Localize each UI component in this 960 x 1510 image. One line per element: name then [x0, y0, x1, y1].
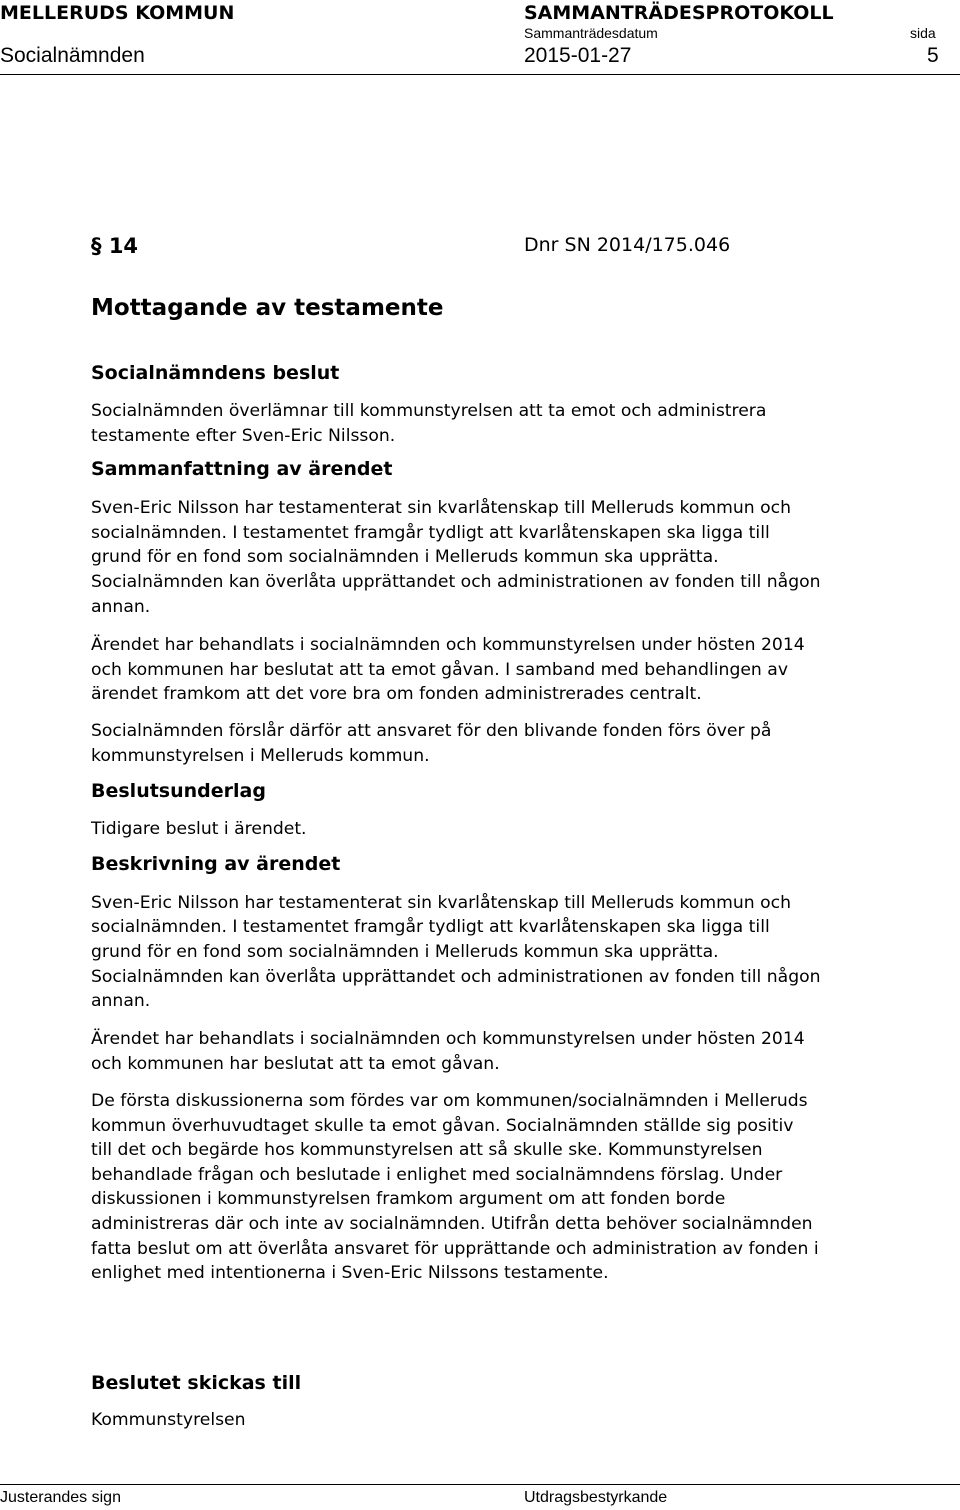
footer-divider [0, 1484, 960, 1485]
description-p1-line: grund för en fond som socialnämnden i Melleruds kommun ska upprätta. [91, 942, 719, 962]
description-p3-line: De första diskussionerna som fördes var om kommunen/socialnämnden i Melleruds [91, 1091, 808, 1111]
item-number: 14 [108, 234, 139, 258]
basis-line: Tidigare beslut i ärendet. [91, 819, 307, 839]
summary-p3-line: Socialnämnden förslår därför att ansvaret för den blivande fonden förs över på [91, 721, 772, 741]
summary-heading: Sammanfattning av ärendet [91, 458, 393, 480]
description-p3-line: kommun överhuvudtaget skulle ta emot gåvan. Socialnämnden ställde sig positiv [91, 1116, 794, 1136]
diary-number: Dnr SN 2014/175.046 [524, 234, 731, 256]
municipality-name: MELLERUDS KOMMUN [0, 2, 235, 24]
recipient: Kommunstyrelsen [91, 1410, 246, 1430]
header-divider [0, 74, 960, 75]
sent-to-heading: Beslutet skickas till [91, 1372, 302, 1394]
decision-line: Socialnämnden överlämnar till kommunstyrelsen att ta emot och administrera [91, 401, 767, 421]
summary-p2-line: Ärendet har behandlats i socialnämnden och kommunstyrelsen under hösten 2014 [91, 635, 805, 655]
description-p1-line: Sven-Eric Nilsson har testamenterat sin kvarlåtenskap till Melleruds kommun och [91, 893, 792, 913]
description-p1-line: socialnämnden. I testamentet framgår tydligt att kvarlåtenskapen ska ligga till [91, 917, 770, 937]
summary-p2-line: och kommunen har beslutat att ta emot gåvan. I samband med behandlingen av [91, 660, 788, 680]
summary-p1-line: annan. [91, 597, 151, 617]
basis-heading: Beslutsunderlag [91, 780, 266, 802]
summary-p1-line: Sven-Eric Nilsson har testamenterat sin kvarlåtenskap till Melleruds kommun och [91, 498, 792, 518]
description-heading: Beskrivning av ärendet [91, 853, 341, 875]
description-p3-line: behandlade frågan och beslutade i enlighet med socialnämndens förslag. Under [91, 1165, 783, 1185]
date-label: Sammanträdesdatum [524, 25, 658, 41]
page-label: sida [910, 25, 936, 41]
item-title: Mottagande av testamente [91, 295, 444, 321]
description-p3-line: enlighet med intentionerna i Sven-Eric Nilssons testamente. [91, 1263, 609, 1283]
summary-p3-line: kommunstyrelsen i Melleruds kommun. [91, 746, 430, 766]
document-type: SAMMANTRÄDESPROTOKOLL [524, 2, 834, 24]
summary-p1-line: socialnämnden. I testamentet framgår tydligt att kvarlåtenskapen ska ligga till [91, 523, 770, 543]
description-p1-line: Socialnämnden kan överlåta upprättandet och administrationen av fonden till någon [91, 967, 821, 987]
summary-p1-line: Socialnämnden kan överlåta upprättandet och administrationen av fonden till någon [91, 572, 821, 592]
committee-name: Socialnämnden [0, 44, 145, 67]
meeting-date: 2015-01-27 [524, 44, 632, 67]
summary-p1-line: grund för en fond som socialnämnden i Melleruds kommun ska upprätta. [91, 547, 719, 567]
page-number: 5 [927, 44, 939, 67]
summary-p2-line: ärendet framkom att det vore bra om fonden administrerades centralt. [91, 684, 702, 704]
footer-utdragsbestyrkande: Utdragsbestyrkande [524, 1489, 668, 1506]
footer-justerandes-sign: Justerandes sign [0, 1489, 121, 1506]
description-p3-line: administreras där och inte av socialnämnden. Utifrån detta behöver socialnämnden [91, 1214, 813, 1234]
description-p2-line: och kommunen har beslutat att ta emot gåvan. [91, 1054, 500, 1074]
description-p3-line: diskussionen i kommunstyrelsen framkom argument om att fonden borde [91, 1189, 726, 1209]
description-p3-line: till det och begärde hos kommunstyrelsen att så skulle ske. Kommunstyrelsen [91, 1140, 763, 1160]
description-p2-line: Ärendet har behandlats i socialnämnden och kommunstyrelsen under hösten 2014 [91, 1029, 805, 1049]
decision-line: testamente efter Sven-Eric Nilsson. [91, 426, 396, 446]
decision-heading: Socialnämndens beslut [91, 362, 340, 384]
item-number-line [91, 234, 138, 258]
paragraph-symbol: § [91, 234, 102, 258]
description-p3-line: fatta beslut om att överlåta ansvaret för upprättande och administration av fonden i [91, 1239, 819, 1259]
description-p1-line: annan. [91, 991, 151, 1011]
